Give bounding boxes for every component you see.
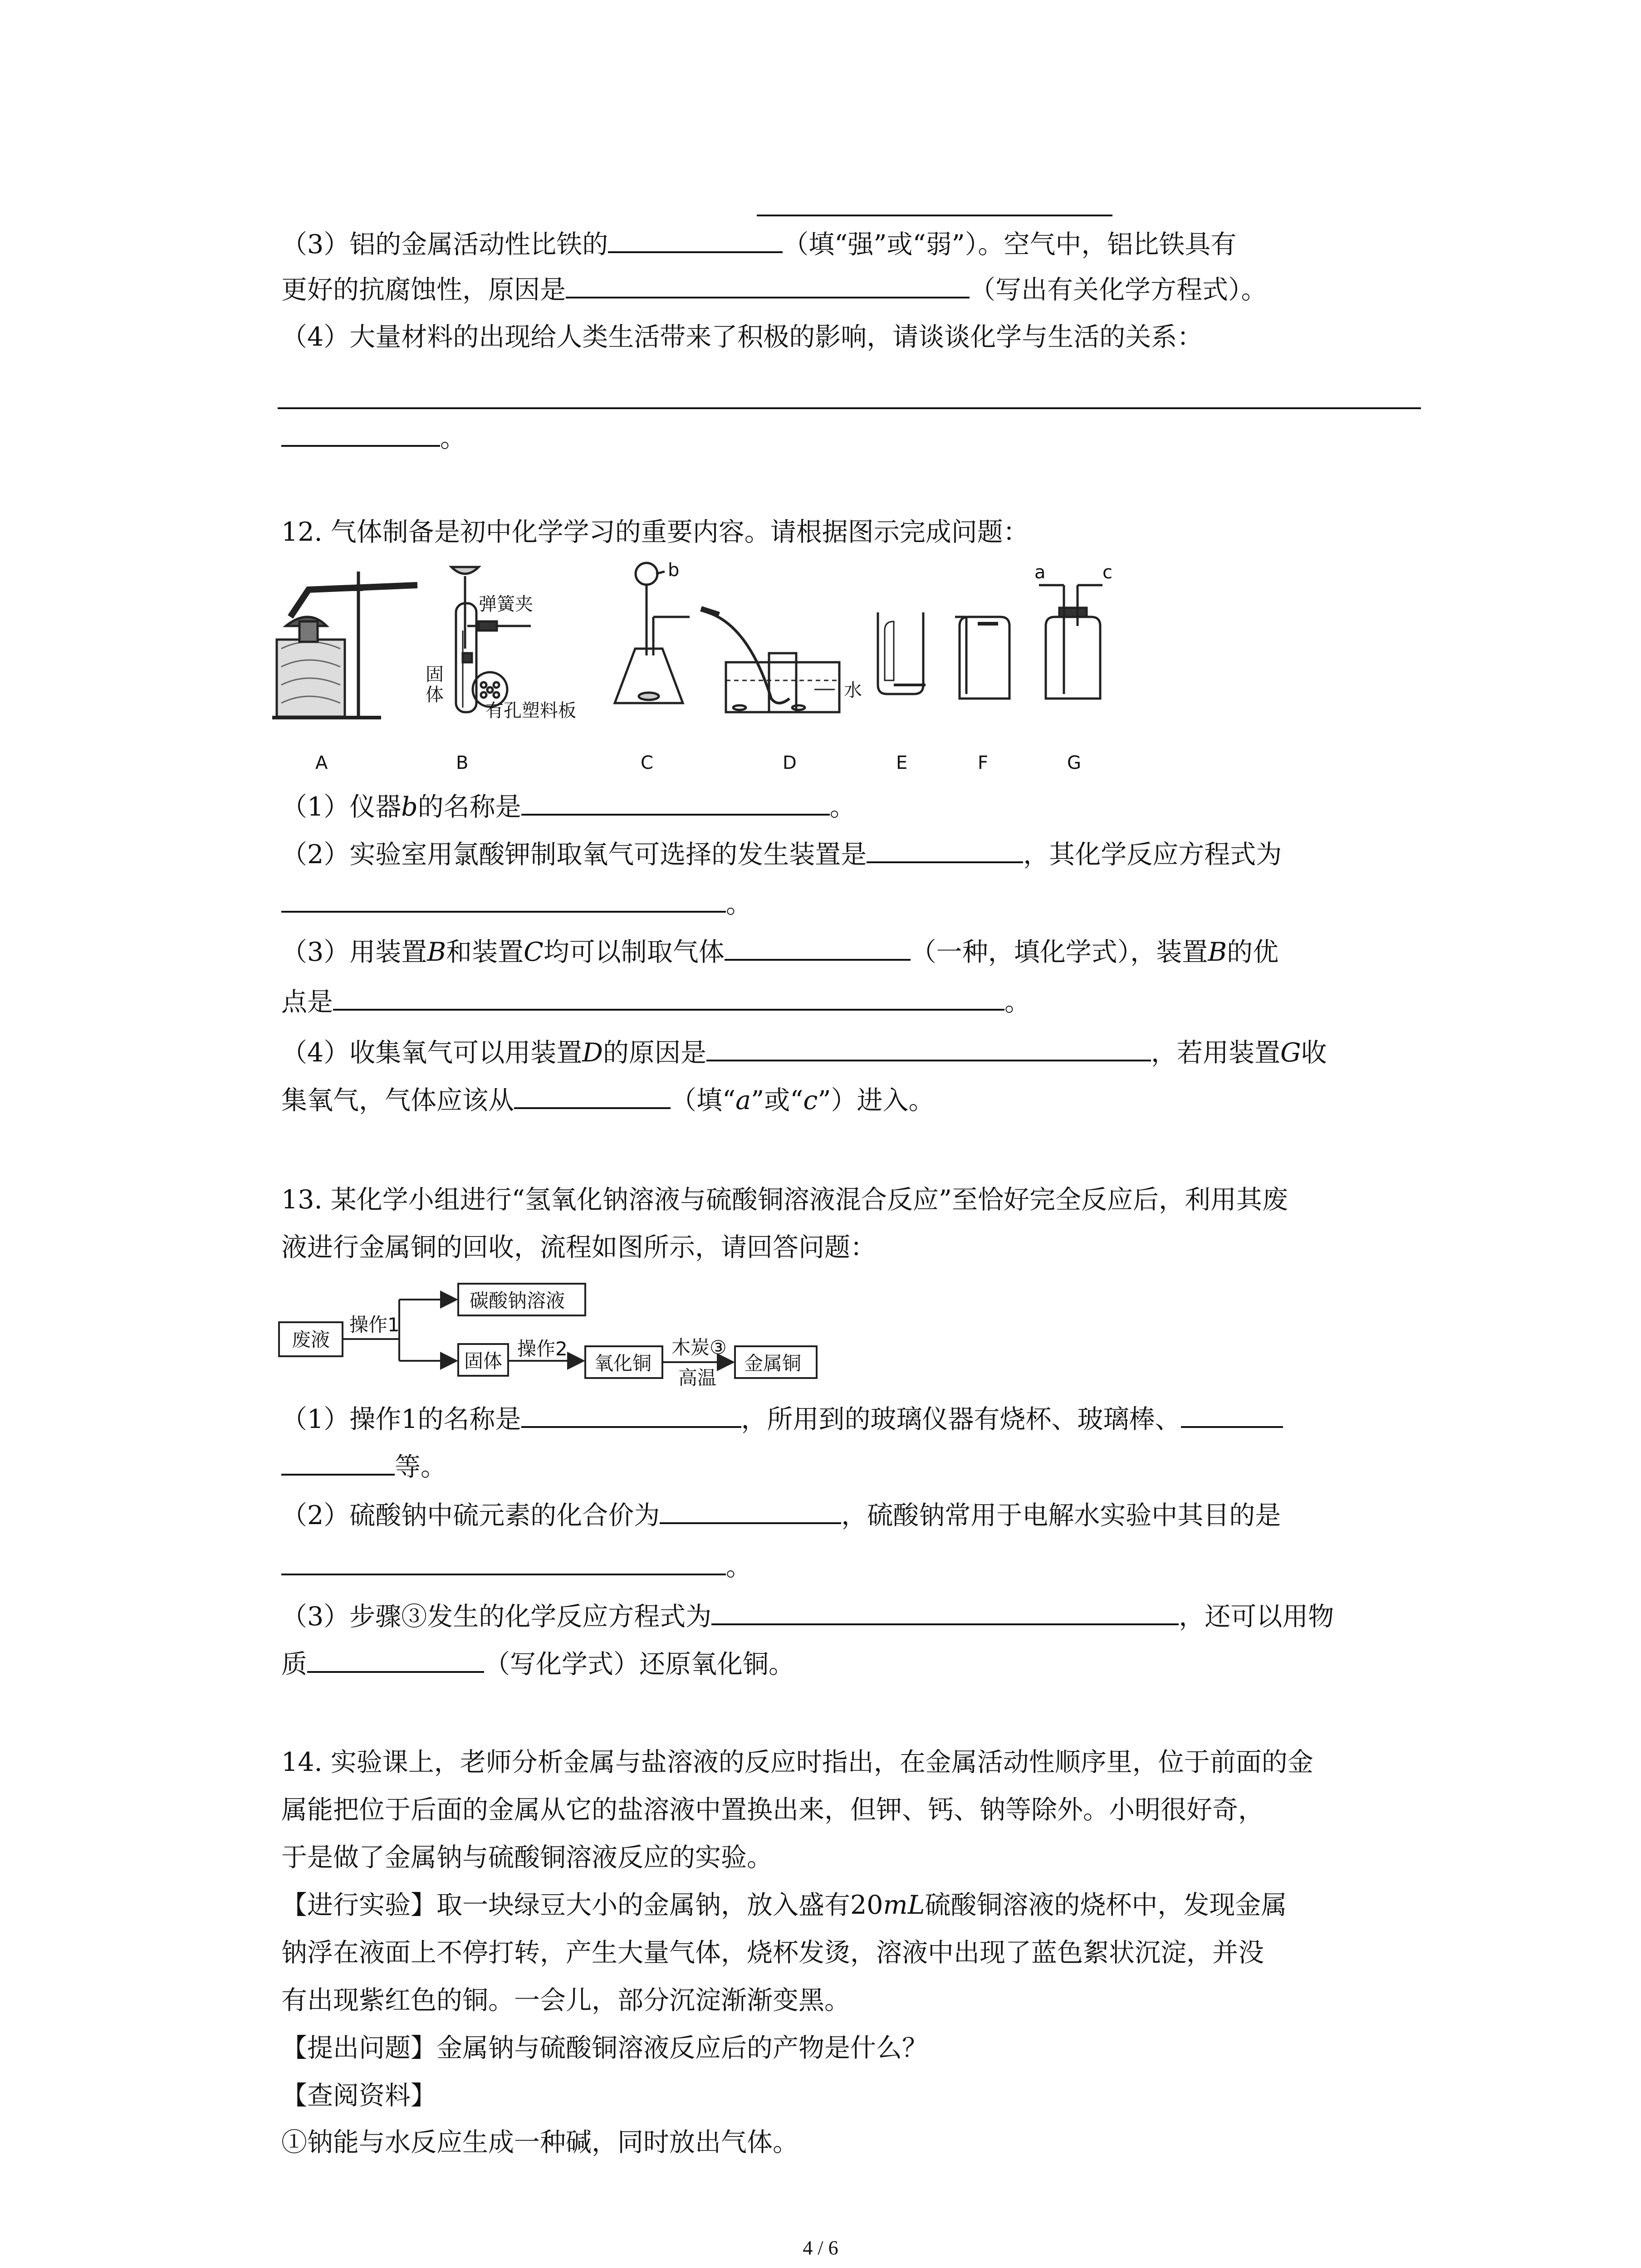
q13-stem-line2: 液进行金属铜的回收，流程如图所示，请回答问题： <box>281 1232 876 1262</box>
apparatus-a <box>272 572 417 718</box>
apparatus-label-a: A <box>315 753 328 773</box>
answer-blank-top[interactable] <box>757 215 1112 216</box>
q13-part2-line2: 。 <box>281 1548 752 1585</box>
answer-blank[interactable] <box>725 934 911 961</box>
apparatus-label-e: E <box>896 753 908 773</box>
label-water: 水 <box>844 680 862 701</box>
flow-op2: 操作2 <box>517 1338 568 1360</box>
apparatus-label-c: C <box>641 753 653 773</box>
q14-line6: 有出现紫红色的铜。一会儿，部分沉淀渐渐变黑。 <box>281 1985 850 2015</box>
answer-blank[interactable] <box>281 885 726 913</box>
flow-waste: 废液 <box>292 1329 330 1351</box>
q14-line5: 钠浮在液面上不停打转，产生大量气体，烧杯发烫，溶液中出现了蓝色絮状沉淀，并没 <box>281 1938 1264 1968</box>
answer-blank[interactable] <box>307 1646 484 1673</box>
q13-part3-line2: 质 （写化学式）还原氧化铜。 <box>281 1646 794 1682</box>
answer-blank[interactable] <box>660 1497 841 1524</box>
q12-stem: 12. 气体制备是初中化学学习的重要内容。请根据图示完成问题： <box>281 517 1029 547</box>
q12-apparatus-figure <box>272 558 1125 785</box>
label-c: c <box>1102 562 1112 583</box>
answer-blank[interactable] <box>281 1548 726 1575</box>
q11-part4-end: 。 <box>281 420 466 456</box>
flow-cuo: 氧化铜 <box>594 1352 652 1374</box>
apparatus-g <box>1039 585 1102 699</box>
apparatus-label-b: B <box>456 753 469 773</box>
answer-blank[interactable] <box>566 271 970 298</box>
label-a: a <box>1034 562 1046 583</box>
answer-blank[interactable] <box>1181 1401 1283 1428</box>
flow-solid: 固体 <box>464 1350 503 1372</box>
label-spring-clip: 弹簧夹 <box>479 594 533 615</box>
flow-carbon: 木炭③ <box>671 1336 727 1359</box>
apparatus-c <box>615 563 690 703</box>
label-b: b <box>668 560 680 581</box>
answer-blank[interactable] <box>521 1401 741 1428</box>
answer-blank[interactable] <box>333 983 1004 1011</box>
q12-part3-line2: 点是 。 <box>281 983 1030 1020</box>
q14-line8: 【查阅资料】 <box>281 2081 436 2111</box>
apparatus-f <box>955 617 1009 699</box>
answer-blank[interactable] <box>521 788 830 816</box>
q14-line1: 14. 实验课上，老师分析金属与盐溶液的反应时指出，在金属活动性顺序里，位于前面的金 <box>281 1747 1313 1777</box>
flow-op1: 操作1 <box>349 1314 400 1336</box>
q12-part4-line1: （4）收集氧气可以用装置D的原因是 ，若用装置G收 <box>281 1034 1327 1071</box>
answer-blank[interactable] <box>867 836 1023 863</box>
label-plate: 有孔塑料板 <box>485 700 576 721</box>
q13-flow-diagram <box>277 1279 867 1393</box>
q14-line4: 【进行实验】取一块绿豆大小的金属钠，放入盛有20mL硫酸铜溶液的烧杯中，发现金属 <box>281 1890 1287 1920</box>
q11-part3-line1: （3）铝的金属活动性比铁的 （填“强”或“弱”）。空气中，铝比铁具有 <box>281 226 1236 263</box>
q12-part2-line1: （2）实验室用氯酸钾制取氧气可选择的发生装置是 ，其化学反应方程式为 <box>281 836 1282 873</box>
q12-part3-line1: （3）用装置B和装置C均可以制取气体 （一种，填化学式），装置B的优 <box>281 934 1279 970</box>
q14-line3: 于是做了金属钠与硫酸铜溶液反应的实验。 <box>281 1843 773 1872</box>
apparatus-label-f: F <box>978 753 989 773</box>
q12-part4-line2: 集氧气，气体应该从 （填“a”或“c”）进入。 <box>281 1082 934 1119</box>
q14-line2: 属能把位于后面的金属从它的盐溶液中置换出来，但钾、钙、钠等除外。小明很好奇， <box>281 1795 1264 1825</box>
apparatus-d <box>701 609 839 712</box>
q11-part4-line: （4）大量材料的出现给人类生活带来了积极的影响，请谈谈化学与生活的关系： <box>281 322 1203 352</box>
label-solid-1: 固 <box>426 664 444 685</box>
q13-stem-line1: 13. 某化学小组进行“氢氧化钠溶液与硫酸铜溶液混合反应”至恰好完全反应后，利用其废 <box>281 1185 1288 1215</box>
q13-part1-line1: （1）操作1的名称是 ，所用到的玻璃仪器有烧杯、玻璃棒、 <box>281 1401 1283 1437</box>
q13-part2-line1: （2）硫酸钠中硫元素的化合价为 ，硫酸钠常用于电解水实验中其目的是 <box>281 1497 1281 1534</box>
q13-part1-line2: 等。 <box>281 1448 446 1485</box>
flow-solution: 碳酸钠溶液 <box>470 1290 565 1312</box>
answer-blank-long[interactable] <box>278 407 1421 409</box>
q14-line7: 【提出问题】金属钠与硫酸铜溶液反应后的产物是什么？ <box>281 2033 928 2063</box>
page-number: 4 / 6 <box>803 2237 838 2259</box>
q11-part3-line2: 更好的抗腐蚀性，原因是 （写出有关化学方程式）。 <box>281 271 1267 308</box>
answer-blank[interactable] <box>711 1598 1179 1625</box>
answer-blank[interactable] <box>514 1082 671 1109</box>
apparatus-label-g: G <box>1067 753 1081 773</box>
answer-blank[interactable] <box>281 420 440 447</box>
q12-part1: （1）仪器b的名称是 。 <box>281 788 856 825</box>
q12-part2-line2: 。 <box>281 885 752 922</box>
flow-hightemp: 高温 <box>678 1367 717 1389</box>
answer-blank[interactable] <box>706 1034 1151 1061</box>
apparatus-b <box>451 567 531 712</box>
q14-line9: ①钠能与水反应生成一种碱，同时放出气体。 <box>281 2127 798 2157</box>
apparatus-e <box>878 612 926 694</box>
label-solid-2: 体 <box>426 684 444 705</box>
apparatus-label-d: D <box>783 753 797 773</box>
answer-blank[interactable] <box>608 226 783 253</box>
flow-cu: 金属铜 <box>744 1352 802 1374</box>
answer-blank[interactable] <box>281 1448 395 1476</box>
q13-part3-line1: （3）步骤③发生的化学反应方程式为 ，还可以用物 <box>281 1598 1334 1635</box>
